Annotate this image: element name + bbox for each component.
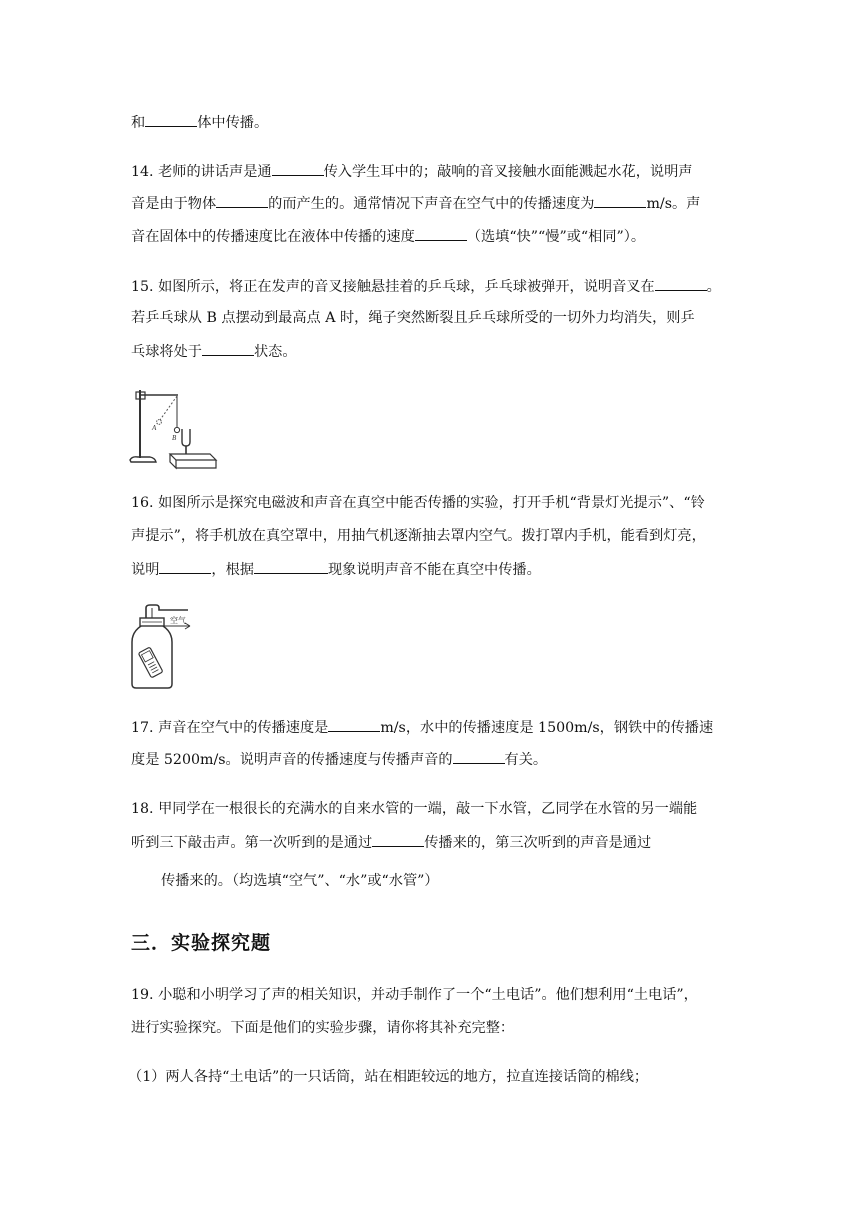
question-16-line-3: 说明 ，根据 现象说明声音不能在真空中传播。 [131, 559, 731, 580]
question-16-line-2: 声提示”，将手机放在真空罩中，用抽气机逐渐抽去罩内空气。拨打罩内手机，能看到灯亮， [131, 528, 706, 544]
question-14-line-3: 音在固体中的传播速度比在液体中传播的速度 （选填“快”“慢”或“相同”）。 [131, 226, 731, 247]
answer-blank [272, 161, 324, 176]
question-18-line-2: 听到三下敲击声。第一次听到的是通过 传播来的，第三次听到的声音是通过 [131, 832, 731, 853]
label-a: A [152, 424, 157, 432]
answer-blank [594, 193, 646, 208]
question-14-line-2: 音是由于物体 的而产生的。通常情况下声音在空气中的传播速度为 m/s。声 [131, 193, 731, 214]
question-18-line-3: 传播来的。（均选填“空气”、“水”或“水管”） [161, 873, 439, 889]
question-15-line-2: 若乒乓球从 B 点摆动到最高点 A 时，绳子突然断裂且乒乓球所受的一切外力均消失，则乒 [131, 310, 695, 326]
question-19-line-2: 进行实验探究。下面是他们的实验步骤，请你将其补充完整： [131, 1020, 515, 1036]
answer-blank [159, 559, 211, 574]
answer-blank [415, 226, 467, 241]
label-air: 空气 [170, 616, 186, 625]
question-17-line-2: 度是 5200m/s。说明声音的传播速度与传播声音的 有关。 [131, 749, 731, 770]
answer-blank [216, 193, 268, 208]
question-15-line-1: 15. 如图所示，将正在发声的音叉接触悬挂着的乒乓球，乒乓球被弹开，说明音叉在 。 [131, 276, 731, 297]
question-19-line-1: 19. 小聪和小明学习了声的相关知识，并动手制作了一个“土电话”。他们想利用“土电话”， [131, 987, 698, 1003]
question-14-line-1: 14. 老师的讲话声是通 传入学生耳中的；敲响的音叉接触水面能溅起水花，说明声 [131, 161, 731, 182]
vacuum-jar-phone-figure [128, 604, 208, 690]
question-18-line-1: 18. 甲同学在一根很长的充满水的自来水管的一端，敲一下水管，乙同学在水管的另一端能 [131, 801, 698, 817]
text-line: 和 体中传播。 [131, 112, 731, 133]
answer-blank [372, 832, 424, 847]
answer-blank [145, 112, 197, 127]
question-19-step-1: （1）两人各持“土电话”的一只话筒，站在相距较远的地方，拉直连接话筒的棉线； [128, 1069, 649, 1085]
answer-blank [328, 717, 380, 732]
answer-blank [655, 276, 707, 291]
question-17-line-1: 17. 声音在空气中的传播速度是 m/s，水中的传播速度是 1500m/s，钢铁中的传播速 [131, 717, 731, 738]
answer-blank [254, 559, 328, 574]
answer-blank [453, 749, 505, 764]
question-15-line-3: 乓球将处于 状态。 [131, 341, 731, 362]
tuning-fork-pendulum-figure [128, 384, 220, 470]
label-b: B [172, 434, 177, 442]
question-16-line-1: 16. 如图所示是探究电磁波和声音在真空中能否传播的实验，打开手机“背景灯光提示”、“铃 [131, 495, 705, 511]
section-heading: 三．实验探究题 [131, 932, 272, 954]
answer-blank [202, 341, 254, 356]
